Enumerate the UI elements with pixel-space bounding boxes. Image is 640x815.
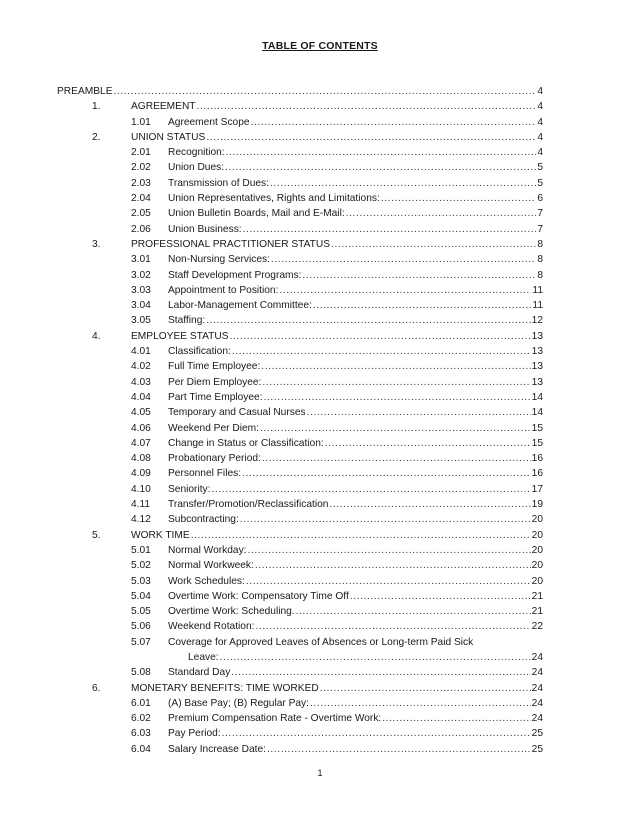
- toc-entry: [0, 115, 640, 130]
- dot-leader: [231, 665, 530, 680]
- toc-entry-label: Seniority:: [168, 483, 211, 495]
- toc-entry-label: MONETARY BENEFITS: TIME WORKED: [131, 682, 319, 694]
- toc-entry-number: 3.: [92, 238, 101, 250]
- toc-entry-number: 4.08: [131, 453, 151, 465]
- toc-entry-number: 3.02: [131, 269, 151, 281]
- toc-entry-page: 21: [531, 590, 543, 602]
- toc-entry-label: Pay Period:: [168, 728, 221, 740]
- table-of-contents: [0, 84, 640, 757]
- toc-entry-label: Per Diem Employee:: [168, 376, 262, 388]
- toc-entry: [0, 574, 640, 589]
- dot-leader: [113, 84, 536, 99]
- toc-entry-number: 1.: [92, 101, 101, 113]
- toc-entry: [0, 268, 640, 283]
- toc-entry-label: Agreement Scope: [168, 116, 250, 128]
- toc-entry-page: 8: [537, 254, 543, 266]
- toc-entry-label: (A) Base Pay; (B) Regular Pay:: [168, 697, 309, 709]
- toc-entry: [0, 298, 640, 313]
- dot-leader: [222, 726, 531, 741]
- toc-entry: [0, 604, 640, 619]
- dot-leader: [248, 543, 531, 558]
- dot-leader: [225, 160, 536, 175]
- toc-entry: [0, 451, 640, 466]
- toc-entry-page: 14: [531, 407, 543, 419]
- toc-entry-page: 20: [531, 529, 543, 541]
- toc-entry-page: 4: [537, 147, 543, 159]
- toc-entry: [0, 466, 640, 481]
- dot-leader: [243, 222, 537, 237]
- toc-entry-label: Classification:: [168, 346, 231, 358]
- toc-entry-page: 16: [531, 468, 543, 480]
- toc-entry-page: 5: [537, 162, 543, 174]
- dot-leader: [262, 375, 530, 390]
- toc-entry-page: 17: [531, 483, 543, 495]
- toc-entry: [0, 696, 640, 711]
- toc-entry: [0, 497, 640, 512]
- toc-entry-label: PREAMBLE: [57, 86, 113, 97]
- dot-leader: [262, 451, 531, 466]
- toc-entry: [0, 176, 640, 191]
- toc-entry-label: Union Representatives, Rights and Limitations:: [168, 193, 380, 205]
- dot-leader: [197, 99, 537, 114]
- toc-entry: [0, 160, 640, 175]
- dot-leader: [226, 145, 537, 160]
- dot-leader: [320, 681, 531, 696]
- toc-entry-page: 16: [531, 453, 543, 465]
- dot-leader: [232, 344, 531, 359]
- dot-leader: [211, 482, 530, 497]
- toc-entry-page: 25: [531, 743, 543, 755]
- toc-entry-label: Weekend Per Diem:: [168, 422, 259, 434]
- dot-leader: [220, 650, 531, 665]
- toc-entry-label: Appointment to Position:: [168, 284, 279, 296]
- toc-entry-label: Union Business:: [168, 223, 242, 235]
- toc-entry-page: 15: [531, 422, 543, 434]
- toc-entry-number: 5.01: [131, 544, 151, 556]
- dot-leader: [382, 711, 530, 726]
- toc-entry-label: Labor-Management Committee:: [168, 300, 312, 312]
- toc-entry-number: 5.08: [131, 667, 151, 679]
- toc-entry-number: 3.03: [131, 284, 151, 296]
- toc-entry-number: 3.05: [131, 315, 151, 327]
- toc-entry-number: 6.: [92, 682, 101, 694]
- toc-entry: [0, 329, 640, 344]
- dot-leader: [246, 574, 531, 589]
- toc-entry-number: 4.01: [131, 346, 151, 358]
- toc-entry: [0, 742, 640, 757]
- dot-leader: [191, 528, 531, 543]
- toc-entry-label: Normal Workweek:: [168, 560, 254, 572]
- dot-leader: [346, 206, 537, 221]
- toc-entry: [0, 635, 640, 650]
- toc-entry-number: 5.07: [131, 636, 151, 648]
- dot-leader: [325, 436, 531, 451]
- toc-entry-number: 4.10: [131, 483, 151, 495]
- toc-entry-label: Premium Compensation Rate - Overtime Work:: [168, 713, 382, 725]
- toc-title: TABLE OF CONTENTS: [262, 40, 378, 52]
- toc-entry-page: 8: [537, 269, 543, 281]
- dot-leader: [255, 558, 531, 573]
- toc-entry-label: EMPLOYEE STATUS: [131, 330, 229, 342]
- dot-leader: [279, 283, 531, 298]
- toc-entry: [0, 206, 640, 221]
- toc-entry-label: Union Bulletin Boards, Mail and E-Mail:: [168, 208, 345, 220]
- toc-entry-number: 5.05: [131, 606, 151, 618]
- toc-entry-number: 4.07: [131, 437, 151, 449]
- toc-entry-number: 4.12: [131, 514, 151, 526]
- toc-entry-number: 2.04: [131, 193, 151, 205]
- toc-entry-number: 1.01: [131, 116, 151, 128]
- toc-entry: [0, 84, 640, 99]
- toc-entry-label: Recognition:: [168, 147, 225, 159]
- toc-entry-number: 5.04: [131, 590, 151, 602]
- toc-entry-number: 4.11: [131, 499, 151, 511]
- toc-entry-label: Staffing:: [168, 315, 206, 327]
- toc-entry-label: Overtime Work: Scheduling.: [168, 606, 295, 618]
- toc-entry-number: 4.03: [131, 376, 151, 388]
- toc-entry: [0, 313, 640, 328]
- toc-entry-number: 4.05: [131, 407, 151, 419]
- toc-entry-number: 5.06: [131, 621, 151, 633]
- toc-entry-label: Subcontracting:: [168, 514, 239, 526]
- toc-entry: [0, 375, 640, 390]
- dot-leader: [331, 237, 536, 252]
- toc-entry-number: 6.01: [131, 697, 151, 709]
- toc-entry-page: 7: [537, 223, 543, 235]
- dot-leader: [230, 329, 531, 344]
- toc-entry-page: 13: [531, 361, 543, 373]
- toc-entry: [0, 130, 640, 145]
- toc-entry-page: 7: [537, 208, 543, 220]
- toc-entry-page: 11: [532, 300, 543, 312]
- toc-entry-label: Leave:: [188, 651, 219, 663]
- toc-entry-label: Weekend Rotation:: [168, 621, 255, 633]
- dot-leader: [296, 604, 531, 619]
- toc-entry-label: Transfer/Promotion/Reclassification: [168, 499, 329, 511]
- page-number: 1: [317, 768, 323, 778]
- toc-entry-label: Work Schedules:: [168, 575, 245, 587]
- toc-entry-page: 4: [537, 116, 543, 128]
- toc-entry: [0, 283, 640, 298]
- toc-entry-page: 20: [531, 514, 543, 526]
- toc-entry-page: 24: [531, 697, 543, 709]
- toc-entry: [0, 665, 640, 680]
- toc-entry-page: 20: [531, 560, 543, 572]
- toc-entry-number: 4.04: [131, 391, 151, 403]
- toc-entry: [0, 145, 640, 160]
- toc-entry-number: 2.06: [131, 223, 151, 235]
- toc-entry-page: 22: [531, 621, 543, 633]
- dot-leader: [206, 313, 530, 328]
- toc-entry-number: 5.02: [131, 560, 151, 572]
- toc-entry-page: 6: [537, 193, 543, 205]
- toc-entry-page: 5: [537, 177, 543, 189]
- toc-entry: [0, 543, 640, 558]
- toc-entry: [0, 436, 640, 451]
- toc-entry-page: 4: [537, 101, 543, 113]
- toc-entry-label: Standard Day: [168, 667, 231, 679]
- toc-entry-page: 4: [537, 86, 543, 97]
- dot-leader: [264, 390, 531, 405]
- toc-entry-label: Temporary and Casual Nurses: [168, 407, 306, 419]
- toc-entry-page: 20: [531, 544, 543, 556]
- toc-entry-label: Probationary Period:: [168, 453, 261, 465]
- dot-leader: [271, 252, 536, 267]
- toc-entry-number: 5.03: [131, 575, 151, 587]
- toc-entry: [0, 558, 640, 573]
- dot-leader: [329, 497, 530, 512]
- dot-leader: [242, 466, 531, 481]
- dot-leader: [240, 512, 531, 527]
- toc-entry-page: 19: [531, 499, 543, 511]
- toc-entry-page: 13: [531, 346, 543, 358]
- toc-entry-number: 6.04: [131, 743, 151, 755]
- toc-entry-label: Personnel Files:: [168, 468, 242, 480]
- toc-entry-number: 2.01: [131, 147, 151, 159]
- dot-leader: [255, 619, 530, 634]
- dot-leader: [267, 742, 531, 757]
- toc-entry: [0, 650, 640, 665]
- toc-entry: [0, 482, 640, 497]
- toc-entry-page: 15: [531, 437, 543, 449]
- dot-leader: [350, 589, 531, 604]
- dot-leader: [302, 268, 536, 283]
- toc-entry-number: 2.: [92, 131, 101, 143]
- toc-entry-page: 12: [531, 315, 543, 327]
- toc-entry: [0, 359, 640, 374]
- toc-entry-label: Part Time Employee:: [168, 391, 263, 403]
- toc-entry-label: WORK TIME: [131, 529, 190, 541]
- toc-entry-label: Change in Status or Classification:: [168, 437, 324, 449]
- toc-entry: [0, 99, 640, 114]
- dot-leader: [270, 176, 536, 191]
- toc-entry: [0, 589, 640, 604]
- toc-entry-number: 4.09: [131, 468, 151, 480]
- toc-entry: [0, 237, 640, 252]
- toc-entry-number: 2.03: [131, 177, 151, 189]
- toc-entry: [0, 512, 640, 527]
- toc-entry: [0, 619, 640, 634]
- toc-entry-label: UNION STATUS: [131, 131, 206, 143]
- dot-leader: [381, 191, 537, 206]
- toc-entry-label: AGREEMENT: [131, 101, 196, 113]
- toc-entry-label: Salary Increase Date:: [168, 743, 266, 755]
- toc-entry-page: 13: [531, 330, 543, 342]
- toc-entry-number: 2.05: [131, 208, 151, 220]
- toc-entry: [0, 711, 640, 726]
- toc-entry-label: Coverage for Approved Leaves of Absences or Long-term Paid Sick: [168, 636, 474, 648]
- toc-entry-page: 13: [531, 376, 543, 388]
- dot-leader: [251, 115, 537, 130]
- toc-entry: [0, 726, 640, 741]
- toc-entry-label: Transmission of Dues:: [168, 177, 269, 189]
- toc-entry-page: 20: [531, 575, 543, 587]
- toc-entry-page: 21: [531, 606, 543, 618]
- toc-entry: [0, 252, 640, 267]
- toc-entry-label: Normal Workday:: [168, 544, 247, 556]
- toc-entry: [0, 421, 640, 436]
- toc-entry-number: 4.02: [131, 361, 151, 373]
- toc-entry-number: 6.02: [131, 713, 151, 725]
- toc-entry-number: 4.: [92, 330, 101, 342]
- toc-entry-page: 8: [537, 238, 543, 250]
- toc-entry-number: 3.04: [131, 300, 151, 312]
- toc-entry: [0, 191, 640, 206]
- toc-entry-number: 5.: [92, 529, 101, 541]
- toc-entry-label: Staff Development Programs:: [168, 269, 302, 281]
- dot-leader: [313, 298, 532, 313]
- dot-leader: [261, 359, 530, 374]
- toc-entry-number: 3.01: [131, 254, 151, 266]
- dot-leader: [310, 696, 531, 711]
- dot-leader: [307, 405, 531, 420]
- toc-entry-page: 4: [537, 131, 543, 143]
- toc-entry-number: 4.06: [131, 422, 151, 434]
- toc-entry-number: 2.02: [131, 162, 151, 174]
- toc-entry: [0, 222, 640, 237]
- toc-entry-label: Overtime Work: Compensatory Time Off: [168, 590, 349, 602]
- toc-entry-label: Full Time Employee:: [168, 361, 261, 373]
- toc-entry-page: 25: [531, 728, 543, 740]
- toc-entry-page: 14: [531, 391, 543, 403]
- dot-leader: [206, 130, 536, 145]
- toc-entry: [0, 405, 640, 420]
- toc-entry: [0, 344, 640, 359]
- dot-leader: [260, 421, 531, 436]
- toc-entry-page: 24: [531, 651, 543, 663]
- toc-entry: [0, 681, 640, 696]
- toc-entry: [0, 528, 640, 543]
- toc-entry-label: Non-Nursing Services:: [168, 254, 270, 266]
- toc-entry-number: 6.03: [131, 728, 151, 740]
- toc-entry-page: 24: [531, 667, 543, 679]
- toc-entry-label: PROFESSIONAL PRACTITIONER STATUS: [131, 238, 331, 250]
- toc-entry-page: 24: [531, 682, 543, 694]
- toc-entry: [0, 390, 640, 405]
- toc-entry-page: 24: [531, 713, 543, 725]
- toc-entry-page: 11: [532, 284, 543, 296]
- toc-entry-label: Union Dues:: [168, 162, 225, 174]
